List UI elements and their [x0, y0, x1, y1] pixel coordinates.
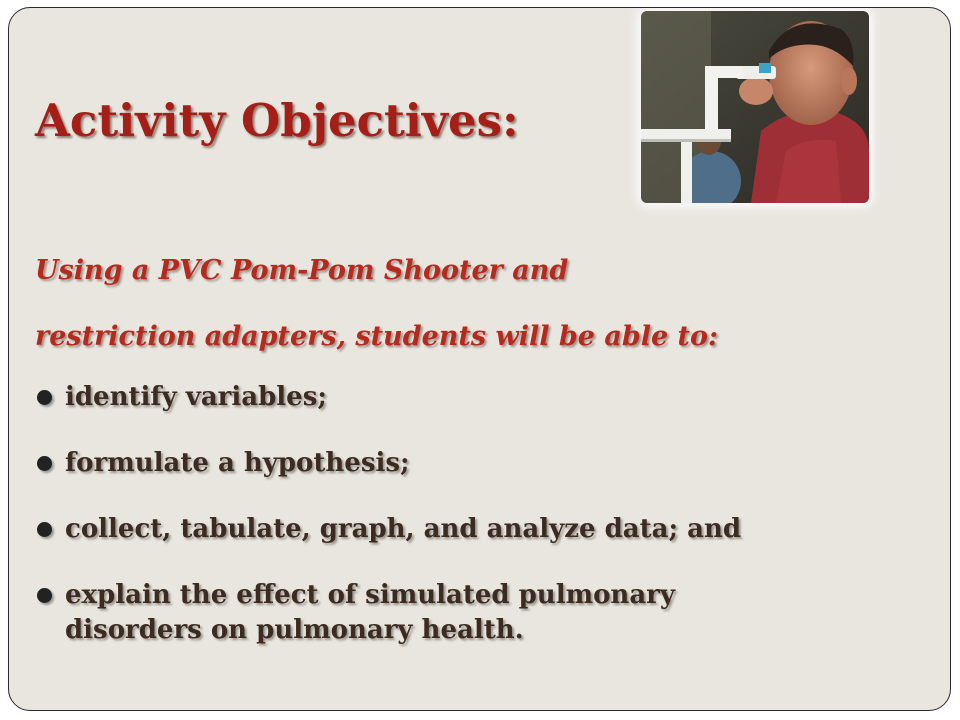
bullet-text: collect, tabulate, graph, and analyze data; and [65, 514, 742, 544]
slide-title: Activity Objectives: [35, 94, 519, 147]
objectives-list [35, 380, 741, 648]
bullet-text: identify variables; [65, 382, 327, 412]
list-item [35, 512, 741, 578]
list-item [35, 578, 741, 648]
intro-line-1: Using a PVC Pom-Pom Shooter and [35, 255, 569, 286]
intro-line-2: restriction adapters, students will be able to: [35, 321, 718, 352]
bullet-text: formulate a hypothesis; [65, 448, 410, 478]
shooter-photo [641, 11, 869, 203]
slide [8, 7, 951, 711]
intro-text [35, 238, 718, 370]
bullet-icon [37, 390, 52, 405]
bullet-icon [37, 522, 52, 537]
bullet-icon [37, 588, 52, 603]
bullet-text: explain the effect of simulated pulmonary [65, 580, 675, 610]
list-item [35, 380, 741, 446]
person-blowing-pvc-shooter-icon [641, 11, 869, 203]
bullet-text-continuation: disorders on pulmonary health. [65, 615, 524, 645]
bullet-icon [37, 456, 52, 471]
list-item [35, 446, 741, 512]
